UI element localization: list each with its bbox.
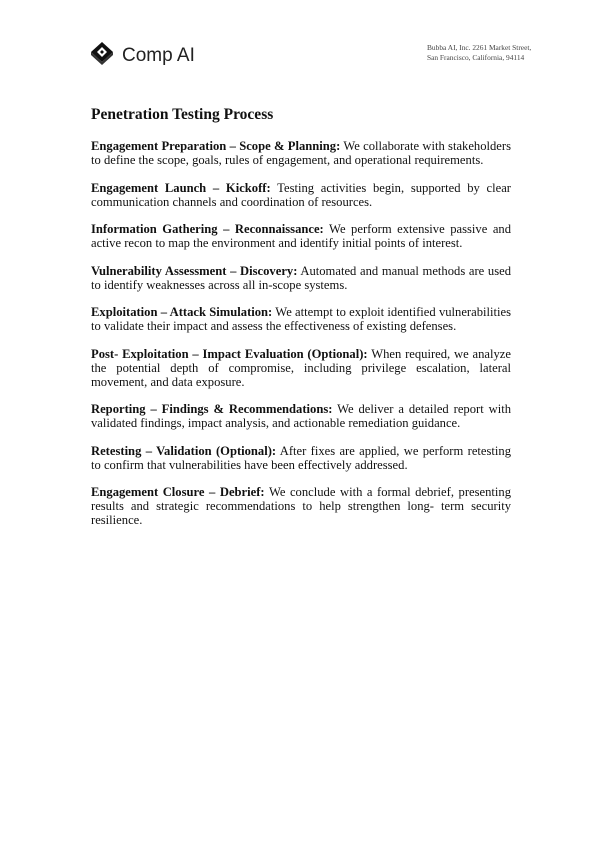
address-line: Bubba AI, Inc. 2261 Market Street, [427, 43, 532, 52]
step-heading: Post- Exploitation – Impact Evaluation (Optional): [91, 346, 368, 361]
step-heading: Exploitation – Attack Simulation: [91, 305, 273, 319]
page-title: Penetration Testing Process [91, 106, 274, 123]
step-text: We collaborate with stakeholders to define the scope, goals, rules of engagement, and operational requirements. [91, 139, 511, 167]
step-heading: Engagement Preparation – Scope & Planning: [91, 139, 341, 153]
step-text: When required, we analyze the potential depth of compromise, including privilege escalation, lateral movement, and data exposure. [91, 346, 511, 389]
step-text: After fixes are applied, we perform retesting to confirm that vulnerabilities have been effectively addressed. [91, 443, 511, 472]
step-paragraph [91, 305, 511, 333]
step-heading: Engagement Launch – Kickoff: [91, 180, 271, 195]
step-heading: Information Gathering – Reconnaissance: [91, 222, 324, 236]
step-paragraph [91, 264, 511, 292]
step-heading: Engagement Closure – Debrief: [91, 485, 265, 499]
step-paragraph [91, 485, 511, 527]
step-paragraph [91, 444, 511, 472]
step-text: Automated and manual methods are used to identify weaknesses across all in-scope systems. [91, 263, 511, 292]
step-heading: Retesting – Validation (Optional): [91, 443, 277, 458]
logo-icon [90, 41, 114, 70]
step-heading: Vulnerability Assessment – Discovery: [91, 263, 298, 278]
step-text: We attempt to exploit identified vulnerabilities to validate their impact and assess the effectiveness of existing defenses. [91, 305, 511, 333]
step-paragraph [91, 139, 511, 167]
step-paragraph [91, 347, 511, 389]
company-logo [90, 41, 195, 70]
step-heading: Reporting – Findings & Recommendations: [91, 402, 333, 416]
step-paragraph [91, 181, 511, 209]
step-paragraph [91, 222, 511, 250]
process-steps [91, 139, 511, 541]
step-text: We perform extensive passive and active recon to map the environment and identify initial points of interest. [91, 222, 511, 250]
step-paragraph [91, 402, 511, 430]
step-text: We conclude with a formal debrief, presenting results and strategic recommendations to help strengthen long- term security resilience. [91, 485, 511, 527]
company-address [427, 43, 531, 62]
logo-text: Comp AI [122, 44, 195, 66]
step-text: We deliver a detailed report with validated findings, impact analysis, and actionable remediation guidance. [91, 402, 511, 430]
step-text: Testing activities begin, supported by clear communication channels and coordination of resources. [91, 180, 511, 209]
address-line: San Francisco, California, 94114 [427, 52, 525, 62]
